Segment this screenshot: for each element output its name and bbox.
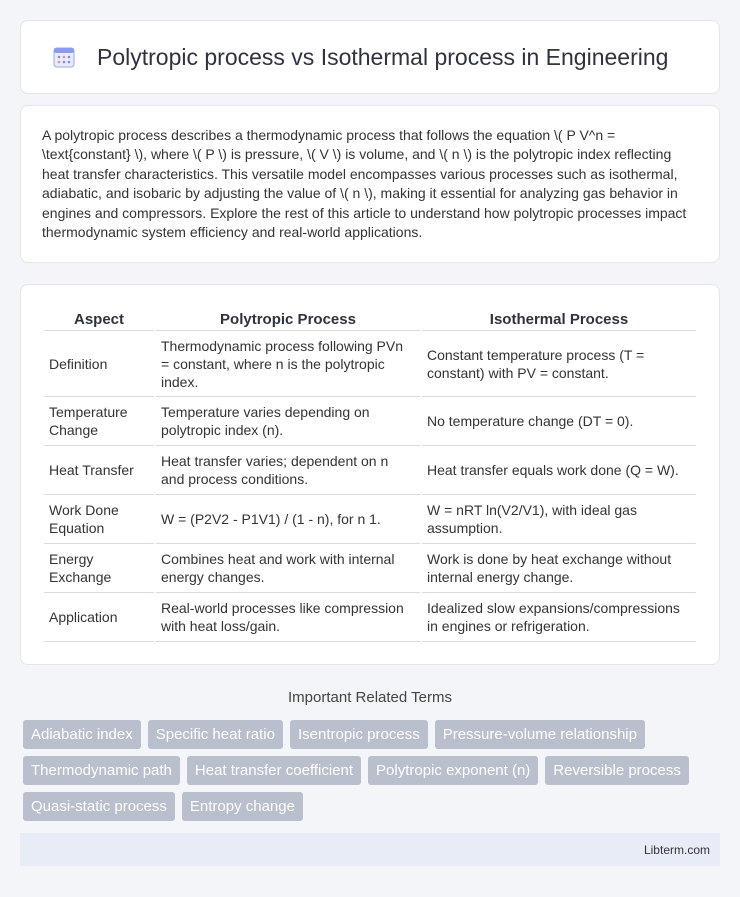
header-isothermal: Isothermal Process	[422, 305, 696, 331]
cell-aspect: Application	[44, 593, 154, 642]
term-tag[interactable]: Quasi-static process	[23, 792, 175, 821]
term-tag[interactable]: Adiabatic index	[23, 720, 141, 749]
table-row	[44, 397, 696, 446]
cell-isothermal: No temperature change (DT = 0).	[422, 397, 696, 446]
cell-aspect: Temperature Change	[44, 397, 154, 446]
comparison-table	[42, 305, 698, 642]
table-row	[44, 593, 696, 642]
cell-polytropic: Heat transfer varies; dependent on n and process conditions.	[156, 446, 420, 495]
related-terms-title: Important Related Terms	[288, 689, 452, 706]
intro-text: A polytropic process describes a thermodynamic process that follows the equation \( P V^n = \text{constant} \), where \( P \) is pressure, \( V \) is volume, and \( n \) is the polytropic index reflecting heat transfer characteristics. This versatile model encompasses various processes such as isothermal, adiabatic, and isobaric by adjusting the value of \( n \), making it essential for analyzing gas behavior in engines and compressors. Explore the rest of this article to understand how polytropic processes impact thermodynamic system efficiency and real-world applications.	[42, 127, 687, 241]
header-aspect: Aspect	[44, 305, 154, 331]
cell-isothermal: Idealized slow expansions/compressions in engines or refrigeration.	[422, 593, 696, 642]
cell-aspect: Heat Transfer	[44, 446, 154, 495]
table-row	[44, 446, 696, 495]
table-header-row	[44, 305, 696, 331]
cell-aspect: Energy Exchange	[44, 544, 154, 593]
header-polytropic: Polytropic Process	[156, 305, 420, 331]
term-tag[interactable]: Specific heat ratio	[148, 720, 283, 749]
term-tag[interactable]: Entropy change	[182, 792, 303, 821]
page-footer	[20, 833, 720, 866]
cell-polytropic: Temperature varies depending on polytropic index (n).	[156, 397, 420, 446]
cell-isothermal: Work is done by heat exchange without internal energy change.	[422, 544, 696, 593]
term-tag[interactable]: Polytropic exponent (n)	[368, 756, 538, 785]
table-row	[44, 544, 696, 593]
page-header	[20, 20, 720, 94]
footer-site-link[interactable]: Libterm.com	[643, 842, 710, 857]
cell-polytropic: Thermodynamic process following PVn = constant, where n is the polytropic index.	[156, 331, 420, 397]
cell-aspect: Work Done Equation	[44, 495, 154, 544]
table-row	[44, 495, 696, 544]
related-terms-list	[23, 720, 720, 821]
intro-card	[20, 105, 720, 263]
term-tag[interactable]: Heat transfer coefficient	[187, 756, 361, 785]
term-tag[interactable]: Reversible process	[545, 756, 689, 785]
cell-isothermal: Constant temperature process (T = constant) with PV = constant.	[422, 331, 696, 397]
cell-isothermal: Heat transfer equals work done (Q = W).	[422, 446, 696, 495]
cell-polytropic: W = (P2V2 - P1V1) / (1 - n), for n 1.	[156, 495, 420, 544]
page-title: Polytropic process vs Isothermal process in Engineering	[97, 43, 669, 70]
term-tag[interactable]: Pressure-volume relationship	[435, 720, 645, 749]
cell-polytropic: Real-world processes like compression with heat loss/gain.	[156, 593, 420, 642]
calendar-grid-icon	[51, 44, 77, 70]
table-row	[44, 331, 696, 397]
cell-aspect: Definition	[44, 331, 154, 397]
cell-isothermal: W = nRT ln(V2/V1), with ideal gas assumption.	[422, 495, 696, 544]
term-tag[interactable]: Isentropic process	[290, 720, 428, 749]
comparison-card	[20, 284, 720, 665]
term-tag[interactable]: Thermodynamic path	[23, 756, 180, 785]
cell-polytropic: Combines heat and work with internal energy changes.	[156, 544, 420, 593]
